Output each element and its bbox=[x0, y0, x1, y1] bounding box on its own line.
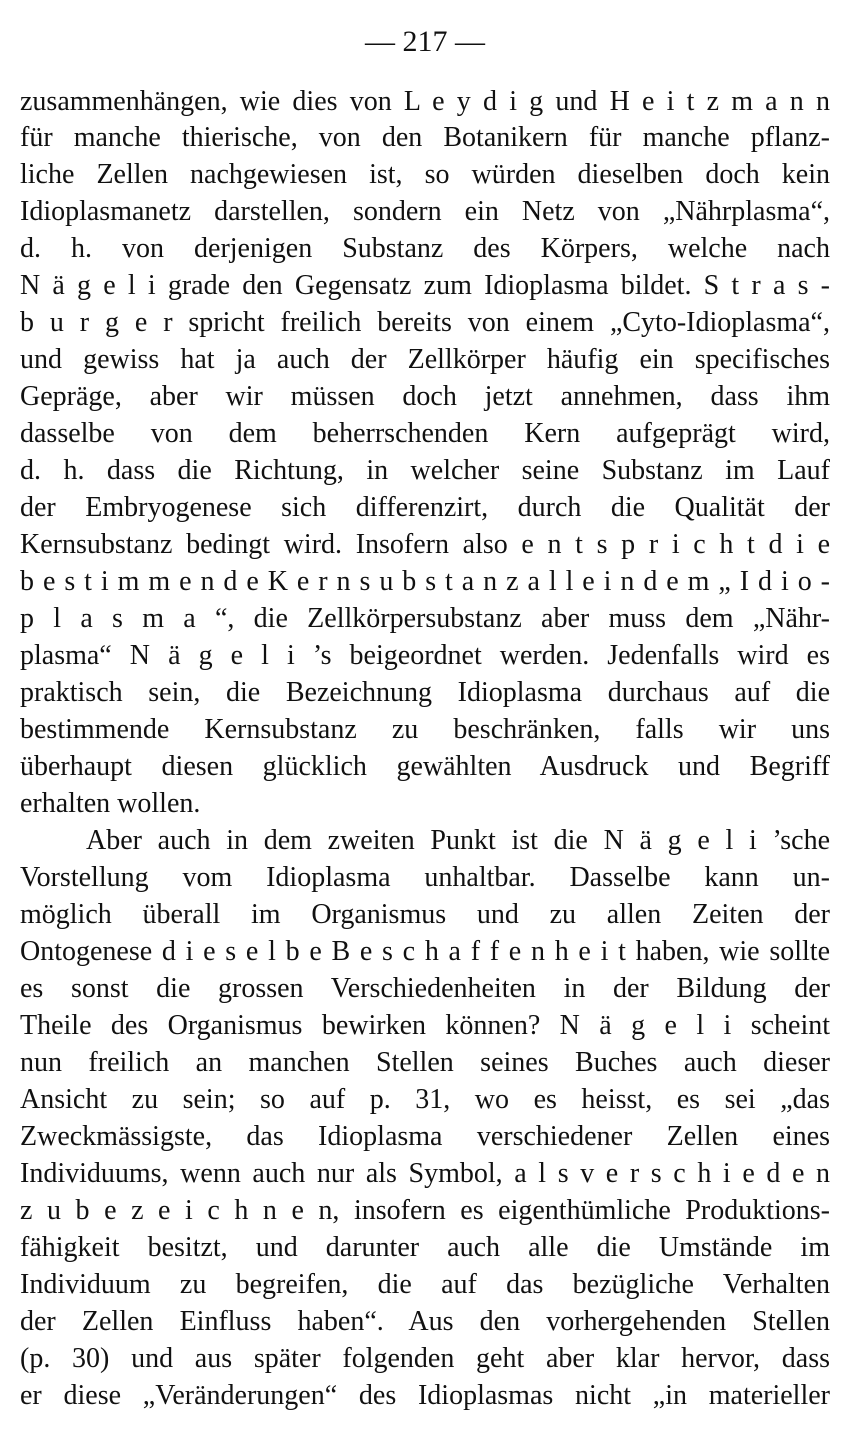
page-number: — 217 — bbox=[365, 25, 485, 58]
text-line: Ansicht zu sein; so auf p. 31, wo es heisst, es sei „das bbox=[20, 1084, 830, 1115]
text-line: fähigkeit besitzt, und darunter auch alle die Umstände im bbox=[20, 1232, 830, 1263]
paragraph-start-line: Aber auch in dem zweiten Punkt ist die N ä g e l i ’sche bbox=[86, 825, 830, 856]
text-line: für manche thierische, von den Botanikern für manche pflanz- bbox=[20, 122, 830, 153]
text-line: bestimmende Kernsubstanz zu beschränken, falls wir uns bbox=[20, 714, 830, 745]
text-line: dasselbe von dem beherrschenden Kern aufgeprägt wird, bbox=[20, 418, 830, 449]
text-line: Theile des Organismus bewirken können? N ä g e l i scheint bbox=[20, 1010, 830, 1041]
text-line: b e s t i m m e n d e K e r n s u b s t a n z a l l e i n d e m „ I d i o - bbox=[20, 566, 830, 597]
text-line: d. h. dass die Richtung, in welcher seine Substanz im Lauf bbox=[20, 455, 830, 486]
text-line: b u r g e r spricht freilich bereits von einem „Cyto-Idioplasma“, bbox=[20, 307, 830, 338]
text-line: Individuum zu begreifen, die auf das bezügliche Verhalten bbox=[20, 1269, 830, 1300]
text-line: Kernsubstanz bedingt wird. Insofern also e n t s p r i c h t d i e bbox=[20, 529, 830, 560]
text-line: er diese „Veränderungen“ des Idioplasmas nicht „in materieller bbox=[20, 1380, 830, 1411]
text-line: der Embryogenese sich differenzirt, durch die Qualität der bbox=[20, 492, 830, 523]
paragraph-end-line: erhalten wollen. bbox=[20, 788, 201, 819]
text-line: liche Zellen nachgewiesen ist, so würden dieselben doch kein bbox=[20, 159, 830, 190]
text-line: nun freilich an manchen Stellen seines Buches auch dieser bbox=[20, 1047, 830, 1078]
text-line: d. h. von derjenigen Substanz des Körpers, welche nach bbox=[20, 233, 830, 264]
text-line: es sonst die grossen Verschiedenheiten in der Bildung der bbox=[20, 973, 830, 1004]
text-line: Ontogenese d i e s e l b e B e s c h a f f e n h e i t haben, wie sollte bbox=[20, 936, 830, 967]
text-line: plasma“ N ä g e l i ’s beigeordnet werden. Jedenfalls wird es bbox=[20, 640, 830, 671]
text-line: Zweckmässigste, das Idioplasma verschiedener Zellen eines bbox=[20, 1121, 830, 1152]
text-line: überhaupt diesen glücklich gewählten Ausdruck und Begriff bbox=[20, 751, 830, 782]
text-line: Idioplasmanetz darstellen, sondern ein Netz von „Nährplasma“, bbox=[20, 196, 830, 227]
text-line: p l a s m a “, die Zellkörpersubstanz aber muss dem „Nähr- bbox=[20, 603, 830, 634]
text-line: der Zellen Einfluss haben“. Aus den vorhergehenden Stellen bbox=[20, 1306, 830, 1337]
text-line: zusammenhängen, wie dies von L e y d i g und H e i t z m a n n bbox=[20, 86, 830, 117]
text-line: Vorstellung vom Idioplasma unhaltbar. Dasselbe kann un- bbox=[20, 862, 830, 893]
text-line: und gewiss hat ja auch der Zellkörper häufig ein specifisches bbox=[20, 344, 830, 375]
text-line: praktisch sein, die Bezeichnung Idioplasma durchaus auf die bbox=[20, 677, 830, 708]
text-line: möglich überall im Organismus und zu allen Zeiten der bbox=[20, 899, 830, 930]
text-line: (p. 30) und aus später folgenden geht aber klar hervor, dass bbox=[20, 1343, 830, 1374]
text-line: N ä g e l i grade den Gegensatz zum Idioplasma bildet. S t r a s - bbox=[20, 270, 830, 301]
text-line: Gepräge, aber wir müssen doch jetzt annehmen, dass ihm bbox=[20, 381, 830, 412]
text-line: Individuums, wenn auch nur als Symbol, a l s v e r s c h i e d e n bbox=[20, 1158, 830, 1189]
text-line: z u b e z e i c h n e n, insofern es eigenthümliche Produktions- bbox=[20, 1195, 830, 1226]
